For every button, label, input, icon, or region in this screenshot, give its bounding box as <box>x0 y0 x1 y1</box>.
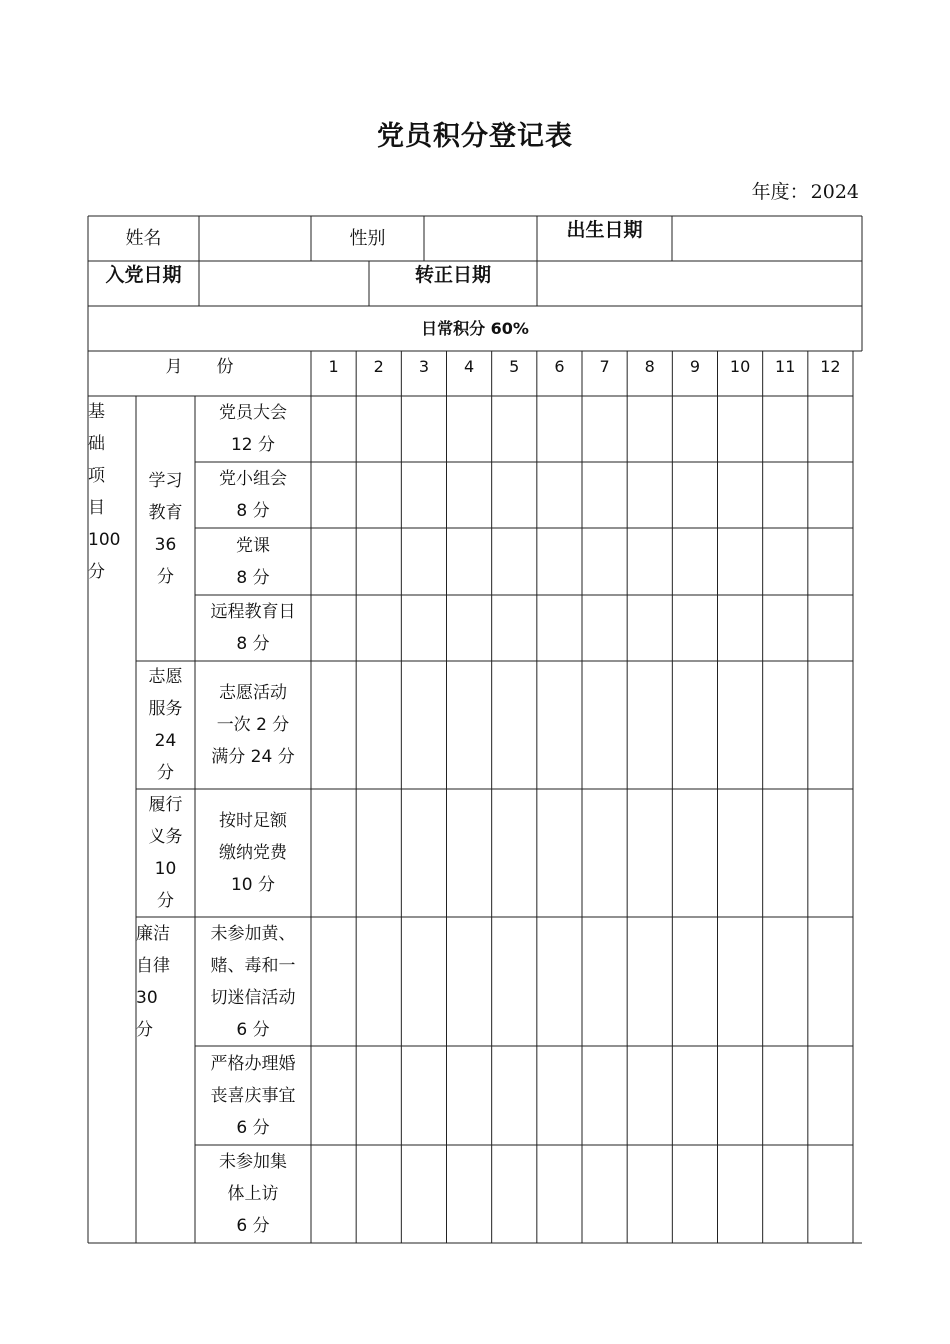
score-cell[interactable] <box>763 789 808 917</box>
score-cell[interactable] <box>311 595 356 661</box>
score-cell[interactable] <box>537 917 582 1046</box>
score-item-line: 6 分 <box>236 1117 270 1138</box>
score-cell[interactable] <box>447 1046 492 1145</box>
score-cell[interactable] <box>401 1046 446 1145</box>
score-cell[interactable] <box>492 1145 537 1243</box>
month-col-header: 6 <box>554 357 565 376</box>
score-item-line: 10 分 <box>230 875 276 895</box>
name-value[interactable] <box>199 216 311 261</box>
score-cell[interactable] <box>718 396 763 462</box>
category-group-line: 分 <box>157 763 174 783</box>
score-cell[interactable] <box>718 462 763 528</box>
score-cell[interactable] <box>627 917 672 1046</box>
score-cell[interactable] <box>401 462 446 528</box>
score-item-line: 8 分 <box>236 634 270 654</box>
score-cell[interactable] <box>627 595 672 661</box>
join-date-label: 入党日期 <box>105 264 182 286</box>
score-item <box>195 1145 311 1243</box>
month-col-header: 9 <box>689 357 700 376</box>
score-cell[interactable] <box>808 528 853 595</box>
score-cell[interactable] <box>447 396 492 462</box>
score-item-line: 切迷信活动 <box>210 987 296 1008</box>
score-cell[interactable] <box>356 396 401 462</box>
score-item <box>195 396 311 462</box>
score-cell[interactable] <box>356 528 401 595</box>
score-cell[interactable] <box>492 462 537 528</box>
category-group <box>136 789 195 917</box>
score-cell[interactable] <box>537 1145 582 1243</box>
score-cell[interactable] <box>808 789 853 917</box>
score-cell[interactable] <box>627 789 672 917</box>
basic-category-char: 分 <box>88 562 105 582</box>
score-item <box>195 917 311 1046</box>
basic-category-char: 础 <box>88 434 105 454</box>
category-group-line: 履行 <box>148 795 183 815</box>
score-cell[interactable] <box>537 661 582 789</box>
score-cell[interactable] <box>718 595 763 661</box>
score-cell[interactable] <box>447 661 492 789</box>
score-cell[interactable] <box>808 1046 853 1145</box>
score-item <box>195 462 311 528</box>
score-cell[interactable] <box>627 396 672 462</box>
score-cell[interactable] <box>672 917 717 1046</box>
category-group <box>136 396 195 661</box>
score-cell[interactable] <box>718 789 763 917</box>
score-cell[interactable] <box>808 595 853 661</box>
month-col-header: 7 <box>599 357 610 376</box>
score-cell[interactable] <box>401 528 446 595</box>
score-cell[interactable] <box>763 661 808 789</box>
score-item <box>195 595 311 661</box>
score-cell[interactable] <box>311 396 356 462</box>
formal-date-label: 转正日期 <box>414 264 491 286</box>
score-cell[interactable] <box>537 1046 582 1145</box>
score-item-line: 6 分 <box>236 1019 270 1040</box>
score-cell[interactable] <box>356 789 401 917</box>
category-group-line: 分 <box>136 1020 153 1040</box>
gender-value[interactable] <box>424 216 537 261</box>
score-cell[interactable] <box>537 396 582 462</box>
score-cell[interactable] <box>763 917 808 1046</box>
score-cell[interactable] <box>808 917 853 1046</box>
score-cell[interactable] <box>311 917 356 1046</box>
month-col-header: 10 <box>729 357 751 376</box>
basic-category-char: 基 <box>88 402 105 422</box>
score-cell[interactable] <box>582 1046 627 1145</box>
score-item-line: 8 分 <box>236 501 270 521</box>
score-item-line: 远程教育日 <box>210 602 296 622</box>
month-col-header: 2 <box>373 357 384 376</box>
birth-value[interactable] <box>672 216 862 261</box>
score-cell[interactable] <box>763 462 808 528</box>
score-cell[interactable] <box>311 789 356 917</box>
score-cell[interactable] <box>763 528 808 595</box>
basic-category <box>88 392 136 592</box>
score-cell[interactable] <box>672 1145 717 1243</box>
score-cell[interactable] <box>311 1145 356 1243</box>
score-cell[interactable] <box>492 661 537 789</box>
month-header: 月 份 <box>165 357 234 377</box>
score-cell[interactable] <box>763 1046 808 1145</box>
score-cell[interactable] <box>311 1046 356 1145</box>
score-item <box>195 1046 311 1145</box>
score-cell[interactable] <box>582 396 627 462</box>
score-cell[interactable] <box>537 462 582 528</box>
score-cell[interactable] <box>492 1046 537 1145</box>
score-item-line: 党课 <box>236 535 270 556</box>
score-cell[interactable] <box>627 1046 672 1145</box>
score-item-line: 赌、毒和一 <box>210 955 296 976</box>
score-cell[interactable] <box>447 462 492 528</box>
score-cell[interactable] <box>447 789 492 917</box>
basic-category-char: 目 <box>88 498 105 518</box>
category-group-line: 24 <box>154 731 177 751</box>
score-cell[interactable] <box>627 1145 672 1243</box>
score-cell[interactable] <box>672 595 717 661</box>
score-cell[interactable] <box>718 1145 763 1243</box>
category-group-line: 志愿 <box>148 667 183 687</box>
score-cell[interactable] <box>582 789 627 917</box>
score-cell[interactable] <box>582 917 627 1046</box>
score-cell[interactable] <box>808 462 853 528</box>
category-group-line: 30 <box>136 988 158 1008</box>
score-item-line: 党小组会 <box>219 469 287 489</box>
basic-category-char: 项 <box>88 466 105 486</box>
score-cell[interactable] <box>356 595 401 661</box>
score-item <box>195 661 311 789</box>
month-col-header: 8 <box>644 357 655 376</box>
category-group-line: 10 <box>154 859 177 879</box>
score-cell[interactable] <box>492 396 537 462</box>
score-cell[interactable] <box>672 396 717 462</box>
score-cell[interactable] <box>311 462 356 528</box>
score-cell[interactable] <box>763 1145 808 1243</box>
score-cell[interactable] <box>672 528 717 595</box>
category-group-line: 义务 <box>148 827 183 847</box>
join-date-value[interactable] <box>199 261 369 306</box>
month-col-header: 3 <box>418 357 429 376</box>
score-item-line: 未参加黄、 <box>210 923 296 944</box>
score-cell[interactable] <box>447 528 492 595</box>
score-item-line: 8 分 <box>236 567 270 588</box>
score-cell[interactable] <box>582 462 627 528</box>
category-group-line: 36 <box>154 534 177 555</box>
score-cell[interactable] <box>401 917 446 1046</box>
score-cell[interactable] <box>401 396 446 462</box>
score-item-line: 志愿活动 <box>219 683 287 703</box>
page-title: 党员积分登记表 <box>377 121 573 152</box>
score-cell[interactable] <box>718 1046 763 1145</box>
score-cell[interactable] <box>808 1145 853 1243</box>
score-cell[interactable] <box>492 789 537 917</box>
month-col-header: 4 <box>463 357 475 376</box>
score-cell[interactable] <box>808 661 853 789</box>
score-cell[interactable] <box>447 1145 492 1243</box>
formal-date-value[interactable] <box>537 261 862 306</box>
score-cell[interactable] <box>492 528 537 595</box>
score-cell[interactable] <box>447 917 492 1046</box>
category-group-line: 分 <box>157 566 174 587</box>
score-cell[interactable] <box>808 396 853 462</box>
score-cell[interactable] <box>401 789 446 917</box>
score-cell[interactable] <box>672 661 717 789</box>
score-item-line: 未参加集 <box>219 1152 287 1172</box>
category-group-line: 服务 <box>148 699 183 719</box>
score-cell[interactable] <box>582 661 627 789</box>
score-cell[interactable] <box>672 1046 717 1145</box>
score-item-line: 满分 24 分 <box>211 747 295 767</box>
category-group <box>136 661 195 789</box>
category-group-line: 自律 <box>136 956 170 976</box>
month-col-header: 11 <box>775 357 796 376</box>
category-group-line: 廉洁 <box>136 924 170 944</box>
score-cell[interactable] <box>311 661 356 789</box>
name-label: 姓名 <box>125 227 162 249</box>
score-cell[interactable] <box>537 528 582 595</box>
score-item-line: 严格办理婚 <box>210 1053 296 1074</box>
score-cell[interactable] <box>627 528 672 595</box>
score-cell[interactable] <box>672 462 717 528</box>
score-cell[interactable] <box>356 1145 401 1243</box>
score-cell[interactable] <box>492 595 537 661</box>
score-cell[interactable] <box>356 917 401 1046</box>
birth-label: 出生日期 <box>566 219 643 241</box>
score-cell[interactable] <box>763 595 808 661</box>
score-cell[interactable] <box>311 528 356 595</box>
score-cell[interactable] <box>401 595 446 661</box>
section-title: 日常积分 60% <box>421 318 529 338</box>
score-cell[interactable] <box>356 661 401 789</box>
score-cell[interactable] <box>401 661 446 789</box>
score-cell[interactable] <box>537 595 582 661</box>
gender-label: 性别 <box>349 227 386 249</box>
score-cell[interactable] <box>356 462 401 528</box>
score-cell[interactable] <box>718 661 763 789</box>
score-cell[interactable] <box>582 528 627 595</box>
score-cell[interactable] <box>582 1145 627 1243</box>
score-item <box>195 789 311 917</box>
score-item-line: 一次 2 分 <box>216 715 290 735</box>
score-cell[interactable] <box>582 595 627 661</box>
score-cell[interactable] <box>401 1145 446 1243</box>
score-item-line: 党员大会 <box>219 403 287 423</box>
score-cell[interactable] <box>537 789 582 917</box>
score-cell[interactable] <box>492 917 537 1046</box>
category-group-line: 学习 <box>148 470 183 491</box>
score-cell[interactable] <box>356 1046 401 1145</box>
score-cell[interactable] <box>627 462 672 528</box>
score-cell[interactable] <box>447 595 492 661</box>
score-cell[interactable] <box>763 396 808 462</box>
year-label: 年度： <box>751 181 809 203</box>
category-group <box>136 917 195 1047</box>
score-cell[interactable] <box>718 528 763 595</box>
score-item-line: 12 分 <box>230 435 276 455</box>
year-field <box>752 177 859 204</box>
month-col-header: 12 <box>820 357 841 376</box>
score-item-line: 6 分 <box>236 1216 270 1236</box>
score-cell[interactable] <box>627 661 672 789</box>
score-item-line: 按时足额 <box>219 811 287 831</box>
score-cell[interactable] <box>718 917 763 1046</box>
score-cell[interactable] <box>672 789 717 917</box>
basic-category-char: 100 <box>88 530 121 550</box>
category-group-line: 分 <box>157 891 174 911</box>
score-item <box>195 528 311 595</box>
month-col-header: 1 <box>328 357 339 376</box>
category-group-line: 教育 <box>148 502 183 523</box>
year-value: 2024 <box>810 181 859 203</box>
score-item-line: 丧喜庆事宜 <box>210 1085 296 1106</box>
month-col-header: 5 <box>509 357 520 376</box>
score-item-line: 体上访 <box>227 1184 279 1204</box>
score-item-line: 缴纳党费 <box>219 843 287 863</box>
